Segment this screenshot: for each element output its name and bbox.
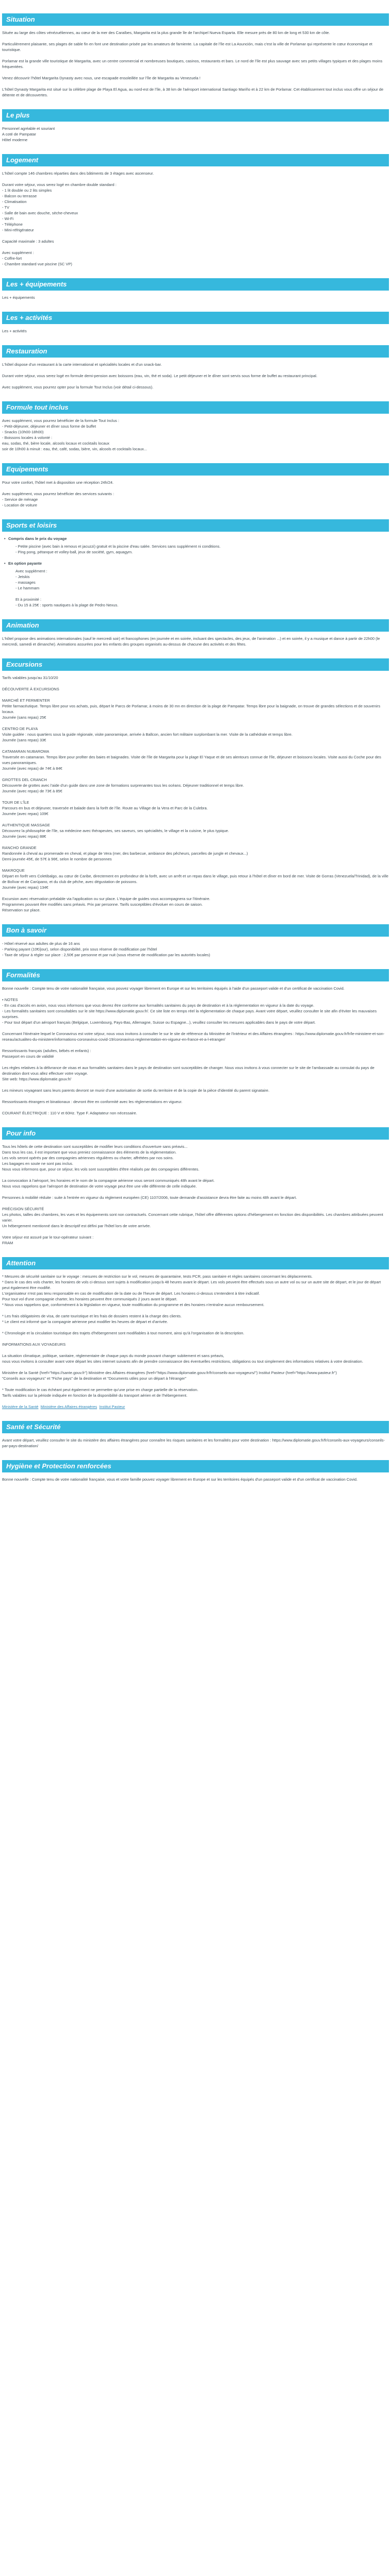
section-situation bbox=[2, 13, 389, 98]
section-body bbox=[2, 675, 389, 913]
section-body bbox=[2, 418, 389, 452]
section-info bbox=[2, 1127, 389, 1246]
section-title: Restauration bbox=[2, 345, 389, 358]
section-body bbox=[2, 30, 389, 98]
paragraph: Venez découvrir l'hôtel Margarita Dynasty avec nous, une escapade ensoleillée sur l'île de Margarita au Venezuela ! bbox=[2, 76, 201, 80]
paragraph: Avant votre départ, veuillez consulter le site du ministère des affaires étrangères pour connaître les risques sanitaires et les formalités pour votre destination : https://www.diplomatie.gouv.fr/fr/conseils-aux-voyageurs/conseils-par-pays-destination/ bbox=[2, 1438, 385, 1448]
paragraph: L'hôtel Dynasty Margarita est situé sur la célèbre plage de Playa El Agua, au nord-est de l'île, à 38 km de l'aéroport international Santiago Mariño et à 22 km de Porlamar. Cet établissement tout inclus vous offre un séjour de détente et de découvertes. bbox=[2, 87, 385, 97]
section-title: Hygiène et Protection renforcées bbox=[2, 1460, 389, 1472]
section-resto bbox=[2, 345, 389, 390]
section-anim bbox=[2, 619, 389, 647]
paragraph: Tarifs valables jusqu'au 31/10/20 bbox=[2, 675, 58, 680]
paragraph: Personnel agréable et souriant A coté de Pampatar Hôtel moderne bbox=[2, 126, 55, 142]
paragraph: MAKROQUE Départ en forêt vers Coletibalgo, au cœur de Caribe, directement en profondeur de la forêt, avec un arrêt et un repas dans le village, puis retour à l'hôtel et dîner en bord de mer. Visite de Gorras (Venezuela/Trinidad), de la ville de Bolívar et de Carúpano, et du club de pêche, avec dégustation de poissons. Journée (avec repas) 134€ bbox=[2, 868, 388, 890]
section-title: Sports et loisirs bbox=[2, 519, 389, 532]
paragraph: La convocation à l'aéroport, les horaires et le nom de la compagnie aérienne vous seront communiqués 48h avant le départ. Nous vous rappelons que l'aéroport de destination de votre voyage peut être une ville différente de celle indiquée. bbox=[2, 1178, 215, 1189]
section-title: Logement bbox=[2, 154, 389, 166]
paragraph: * Les frais obligatoires de visa, de carte touristique et les frais de dossiers restent à la charge des clients. * Le client est informé que la compagnie aérienne peut modifier les heures de départ et d'arrivée. bbox=[2, 1314, 182, 1324]
section-sports bbox=[2, 519, 389, 608]
section-logement bbox=[2, 154, 389, 267]
paragraph: Porlamar est la grande ville touristique de Margarita, avec un centre commercial et nombreuses boutiques, casinos, restaurants et bars. Le nord de l'île est plus sauvage avec ses petits villages typiques et des plages moins fréquentées. bbox=[2, 59, 384, 69]
paragraph: Les règles relatives à la délivrance de visas et aux formalités sanitaires dans le pays de destination sont susceptibles de changer. Nous vous invitons à vous connecter sur le site de l'ambassade au consulat du pays de destination dont vous allez effectuer votre voyage. Site web: https://www.diplomatie.gouv.fr/ bbox=[2, 1065, 374, 1081]
paragraph: Excursion avec réservation préalable via l'application ou sur place. L'équipe de guides vous accompagnera sur l'itinéraire. Programmes pouvant être modifiés sans préavis. Prix par personne. Tarifs susceptibles d'évoluer en cours de saison. Réservation sur place. bbox=[2, 896, 210, 912]
section-title: Santé et Sécurité bbox=[2, 1421, 389, 1433]
paragraph: L'hôtel propose des animations internationales (sauf le mercredi soir) et francophones (en journée et en soirée, incluant des spectacles, des jeux, de l'animation ...) et en soirée, il y a musique et dance à partir de 22h00 (le mercredi, samedi et dimanche). Animations assurées pour les enfants des groupes organisés au-dessus de chacune des activités et des fêtes. bbox=[2, 636, 381, 647]
section-title: Le plus bbox=[2, 109, 389, 122]
paragraph: INFORMATIONS AUX VOYAGEURS bbox=[2, 1342, 66, 1347]
paragraph: Personnes à mobilité réduite : suite à l'entrée en vigueur du règlement européen (CE) 1107/2006, toute demande d'assistance devra être faite au moins 48h avant le départ. bbox=[2, 1195, 297, 1200]
paragraph: PRÉCISION SÉCURITÉ Les photos, tailles des chambres, les vues et les équipements sont non contractuels. Concernant cette rubrique, l'hôtel offre différentes options d'hébergement en fonction des disponibilités. Les chambres attribuées peuvent varier. Un hébergement mentionné dans le descriptif est défini par l'hôtel lors de votre arrivée. bbox=[2, 1207, 383, 1228]
section-body bbox=[2, 126, 389, 143]
paragraph: Pour votre confort, l'hôtel met à disposition une réception 24h/24. bbox=[2, 480, 114, 485]
section-body bbox=[2, 1342, 389, 1410]
bullet-heading: • Compris dans le prix du voyage bbox=[2, 536, 389, 541]
section-body bbox=[2, 480, 389, 508]
paragraph: Avec supplément, vous pourrez opter pour la formule Tout Inclus (voir détail ci-dessous). bbox=[2, 385, 154, 389]
bullet-heading: • En option payante bbox=[2, 561, 389, 566]
paragraph: Tous les hôtels de cette destination sont susceptibles de modifier leurs conditions d'ouverture sans préavis... Dans tous les cas, il est important que vous preniez connaissance des éléments de la réglementation. Les vols seront opérés par des compagnies aériennes régulières ou charter, affrétées par nos soins. Les bagages en soute ne sont pas inclus. Nous vous informons que, pour ce séjour, les vols sont susceptibles d'être réalisés par des compagnies différentes. bbox=[2, 1144, 200, 1172]
section-body bbox=[2, 328, 389, 334]
paragraph: Durant votre séjour, vous serez logé en chambre double standard : - 1 lit double ou 2 lits simples - Balcon ou terrasse - Climatisation - TV - Salle de bain avec douche, sèche-cheveux - Wi-Fi - Téléphone - Mini-réfrigérateur bbox=[2, 182, 117, 232]
bullet-items: - Petite piscine (avec bain à remous et jacuzzi) gratuit et la piscine d'eau salée. Services sans supplément ni conditions. - Ping pong, pétanque et volley-ball, jeux de société, gym, aquagym. bbox=[15, 544, 221, 554]
section-body bbox=[2, 636, 389, 647]
paragraph: Capacité maximale : 3 adultes bbox=[2, 239, 54, 244]
paragraph: Ressortissants étrangers et binationaux : devront être en conformité avec les règlementations en vigueur. bbox=[2, 1099, 183, 1104]
section-sante bbox=[2, 1421, 389, 1449]
paragraph: DÉCOUVERTE À EXCURSIONS bbox=[2, 687, 59, 691]
paragraph: Avec supplément, vous pourrez bénéficier de la formule Tout Inclus : - Petit-déjeuner, déjeuner et dîner sous forme de buffet - Snacks (10h00-18h00) - Boissons locales à volonté : eau, sodas, thé, bière locale, alcools locaux et cocktails locaux soir de 10h00 à minuit : eau, thé, café, sodas, bière, vin, alcools et cocktails locaux... bbox=[2, 418, 147, 451]
paragraph: * Chronologie et la circulation touristique des trajets d'hébergement sont modifiables à tout moment, ainsi qu'à l'organisation de la description. bbox=[2, 1331, 245, 1335]
paragraph: * Toute modification le cas échéant peut également ne permettre qu'une prise en charge partielle de la réservation. Tarifs valables sur la période indiquée en fonction de la disponibilité du transport aérien et de l'hébergement. bbox=[2, 1387, 199, 1398]
section-attention bbox=[2, 1257, 389, 1336]
section-body bbox=[2, 1274, 389, 1336]
extra-note: Et à proximité : - Du 15 à 25€ : sports nautiques à la plage de Pedro Nexus. bbox=[15, 597, 119, 607]
section-title: Attention bbox=[2, 1257, 389, 1269]
paragraph: Votre séjour est assuré par le tour-opérateur suivant : FRAM bbox=[2, 1235, 94, 1245]
section-lieu bbox=[2, 109, 389, 143]
section-body bbox=[2, 362, 389, 390]
paragraph: TOUR DE L'ÎLE Parcours en bus et déjeuner, traversée et balade dans la forêt de l'île. Route au Village de la Vera et Parc de la Culebra. Journée (avec repas) 109€ bbox=[2, 800, 208, 816]
paragraph: GROTTES DEL CRANCH Découverte de grottes avec l'aide d'un guide dans une zone de formations surprenantes tous les océans. Déjeuner traditionnel et temps libre. Journée (avec repas) de 73€ à 85€ bbox=[2, 777, 244, 793]
paragraph: RANCHO GRANDE Randonnée à cheval au promenade en cheval, et plage de Vera (mer, des barbecue, ambiance des pêcheurs, parcelles de jungle et chevaux...) Demi-journée 45€, de 57€ à 96€, selon le nombre de personnes bbox=[2, 845, 248, 861]
section-title: Formalités bbox=[2, 969, 389, 981]
section-activ bbox=[2, 312, 389, 334]
section-title: Les + équipements bbox=[2, 278, 389, 291]
section-body bbox=[2, 171, 389, 267]
paragraph: Ministère de la Santé (href="https://sante.gouv.fr") Ministère des Affaires étrangères (href="https://www.diplomatie.gouv.fr/fr/conseils-aux-voyageurs/") Institut Pasteur (href="https://www.pasteur.fr") "Conseils aux voyageurs" et "Fiche pays" de la destination et "Documents utiles pour un départ à l'étranger" bbox=[2, 1370, 337, 1381]
section-title: Animation bbox=[2, 619, 389, 632]
link-pasteur[interactable]: Institut Pasteur bbox=[99, 1404, 125, 1409]
section-body bbox=[2, 295, 389, 300]
paragraph: COURANT ÉLECTRIQUE : 110 V et 60Hz. Type F. Adaptateur non nécessaire. bbox=[2, 1111, 137, 1115]
section-bon bbox=[2, 924, 389, 958]
section-title: Bon à savoir bbox=[2, 924, 389, 937]
section-infovoyage bbox=[2, 1342, 389, 1410]
section-body bbox=[2, 941, 389, 958]
section-body bbox=[2, 1437, 389, 1449]
section-title: Pour info bbox=[2, 1127, 389, 1140]
useful-links bbox=[2, 1404, 389, 1410]
paragraph: Avec supplément, vous pourrez bénéficier des services suivants : - Service de ménage - Location de voiture bbox=[2, 492, 115, 507]
paragraph: Ressortissants français (adultes, bébés et enfants) : Passeport en cours de validité bbox=[2, 1048, 91, 1059]
section-body bbox=[2, 536, 389, 608]
paragraph: CENTRO DE PLAYA Visite guidée : nous quartiers sous la guide régionale, visite panoramique, arrivée à Ballcon, ancien fort militaire surplombant la mer. Visite de la cathédrale et temps libre. Journée (sans repas) 33€ bbox=[2, 726, 292, 742]
paragraph: • NOTES - En cas d'accès en avion, nous vous informons que vous devrez être conforme aux formalités sanitaires du pays de destination et à la réglementation en vigueur à la date du voyage. - Les formalités sanitaires sont consultables sur le site https://www.diplomatie.gouv.fr/. Ce site liste en temps réel la réglementation de chaque pays. Avant votre départ, veuillez consulter le site afin d'éviter les mauvaises surprises. - Pour tout départ d'un aéroport français (Belgique, Luxembourg, Pays-Bas, Allemagne, Suisse ou Espagne...), veuillez consulter les mesures applicables dans le pays de votre départ. bbox=[2, 997, 377, 1025]
paragraph: Avec supplément : - Coffre-fort - Chambre standard vue piscine (SC VP) bbox=[2, 250, 72, 266]
section-title: Formule tout inclus bbox=[2, 401, 389, 414]
paragraph: L'hôtel dispose d'un restaurant à la carte international et spécialités locales et d'un snack-bar. bbox=[2, 362, 162, 367]
section-title: Excursions bbox=[2, 658, 389, 671]
section-equip bbox=[2, 278, 389, 300]
paragraph: Les mineurs voyageant sans leurs parents devront se munir d'une autorisation de sortie du territoire et de la copie de la pièce d'identité du parent signataire. bbox=[2, 1088, 270, 1093]
paragraph: Bonne nouvelle : Compte tenu de votre nationalité française, vous et votre famille pouvez voyager librement en Europe et sur les territoires équipés d'un passeport valide et d'un certificat de vaccination Covid. bbox=[2, 1477, 358, 1482]
bullet-items: Avec supplément : - Jetskis - massages - Le hammam bbox=[15, 569, 47, 590]
section-title: Equipements bbox=[2, 463, 389, 476]
paragraph: AUTHENTIQUE MASSAGE Découvrez la philosophie de l'île, sa médecine avec thérapeutes, ses saveurs, ses spécialités, le village et la cuisine, le plus typique. Journée (avec repas) 88€ bbox=[2, 823, 230, 839]
paragraph: Située au large des côtes vénézuéliennes, au cœur de la mer des Caraïbes, Margarita est la plus grande île de l'archipel Nueva Esparta. Elle mesure près de 80 km de long et 530 km de côte. bbox=[2, 30, 330, 35]
section-body bbox=[2, 986, 389, 1116]
paragraph: * Mesures de sécurité sanitaire sur le voyage : mesures de restriction sur le vol, mesures de quarantaine, tests PCR, pass sanitaire et règles sanitaires concernant les déplacements. * Dans le cas des vols charter, les horaires de vols ci-dessus sont sujets à modification jusqu'à 48 heures avant le départ. Les vols peuvent être effectués sous un autre vol ou sur un autre site de départ, et le jour de départ peut également être modifié. L'organisateur n'est pas tenu responsable en cas de modification de la date ou de l'heure de départ. Les horaires ci-dessus s'entendent à titre indicatif. Pour tout vol d'une compagnie charter, les horaires peuvent être communiqués 2 jours avant le départ. * Nous vous rappelons que, conformément à la législation en vigueur, toute modification du programme et des horaires n'entraîne aucun remboursement. bbox=[2, 1274, 381, 1307]
paragraph: Durant votre séjour, vous serez logé en formule demi-pension avec boissons (eau, vin, thé et soda). Le petit déjeuner et le dîner sont servis sous forme de buffet au restaurant principal. bbox=[2, 374, 318, 378]
section-equipements bbox=[2, 463, 389, 508]
section-formule bbox=[2, 401, 389, 452]
paragraph: Particulièrement plaisante, ses plages de sable fin en font une destination prisée par les amateurs de farniente. La capitale de l'île est La Asunción, mais c'est la ville de Porlamar qui représente le cœur économique et touristique. bbox=[2, 42, 373, 52]
section-body bbox=[2, 1477, 389, 1482]
paragraph: L'hôtel compte 146 chambres réparties dans des bâtiments de 3 étages avec ascenseur. bbox=[2, 171, 154, 176]
page-content bbox=[0, 13, 391, 1482]
section-hygiene bbox=[2, 1460, 389, 1482]
paragraph: Les + activités bbox=[2, 329, 27, 333]
paragraph: Concernant l'itinéraire lequel le Coronavirus est votre séjour, nous vous invitons à consulter le sur le site de référence du Ministère de l'Intérieur et des Affaires étrangères : https://www.diplomatie.gouv.fr/fr/le-ministere-et-son-reseau/actualites-du-ministere/informations-coronavirus-covid-19/coronavirus-reglementation-en-vigueur-en-france-et-a-l-etranger/ bbox=[2, 1031, 385, 1042]
paragraph: CATAMARAN NUBAROMA Traversée en catamaran. Temps libre pour profiter des baies et baignades. Visite de l'île de Margarita pour la plage El Yaque et de ses alentours connue de l'île, déjeuner et boissons locales. Visite aussi du Coche pour des vues panoramiques. Journée (avec repas) de 74€ à 84€ bbox=[2, 749, 381, 771]
paragraph: - Hôtel réservé aux adultes de plus de 16 ans - Parking payant (10€/jour), selon disponibilité, prix sous réserve de modification par l'hôtel - Taxe de séjour à régler sur place : 2,50€ par personne et par nuit (sous réserve de modification par les autorités locales) bbox=[2, 941, 210, 957]
link-sante[interactable]: Ministère de la Santé bbox=[2, 1404, 39, 1409]
paragraph: Bonne nouvelle : Compte tenu de votre nationalité française, vous pouvez voyager librement en Europe et sur les territoires équipés à l'aide d'un passeport valide et d'un certificat de vaccination Covid. bbox=[2, 986, 345, 991]
section-body bbox=[2, 1144, 389, 1246]
section-title: Les + activités bbox=[2, 312, 389, 324]
paragraph: La situation climatique, politique, sanitaire, réglementaire de chaque pays du monde pouvant changer subitement et sans préavis, nous vous invitons à consulter avant votre départ les sites internet suivants afin de prendre connaissance des éventuelles restrictions, obligations ou tout simplement des informations relatives à votre destination. bbox=[2, 1353, 363, 1364]
paragraph: Les + équipements bbox=[2, 295, 35, 300]
section-formalites bbox=[2, 969, 389, 1116]
section-title: Situation bbox=[2, 13, 389, 26]
link-diplomatie[interactable]: Ministère des Affaires étrangères bbox=[40, 1404, 97, 1409]
section-excursions bbox=[2, 658, 389, 913]
paragraph: MARCHÉ ET FERMENTER Petite farmacéutique. Temps libre pour vos achats, puis, départ le Parcs de Porlamar, à moins de 30 mn en direction de la plage de Pampatar. Temps libre pour la baignade, on trouve de grandes sélections et de souvenirs locaux. Journée (sans repas) 25€ bbox=[2, 698, 381, 720]
